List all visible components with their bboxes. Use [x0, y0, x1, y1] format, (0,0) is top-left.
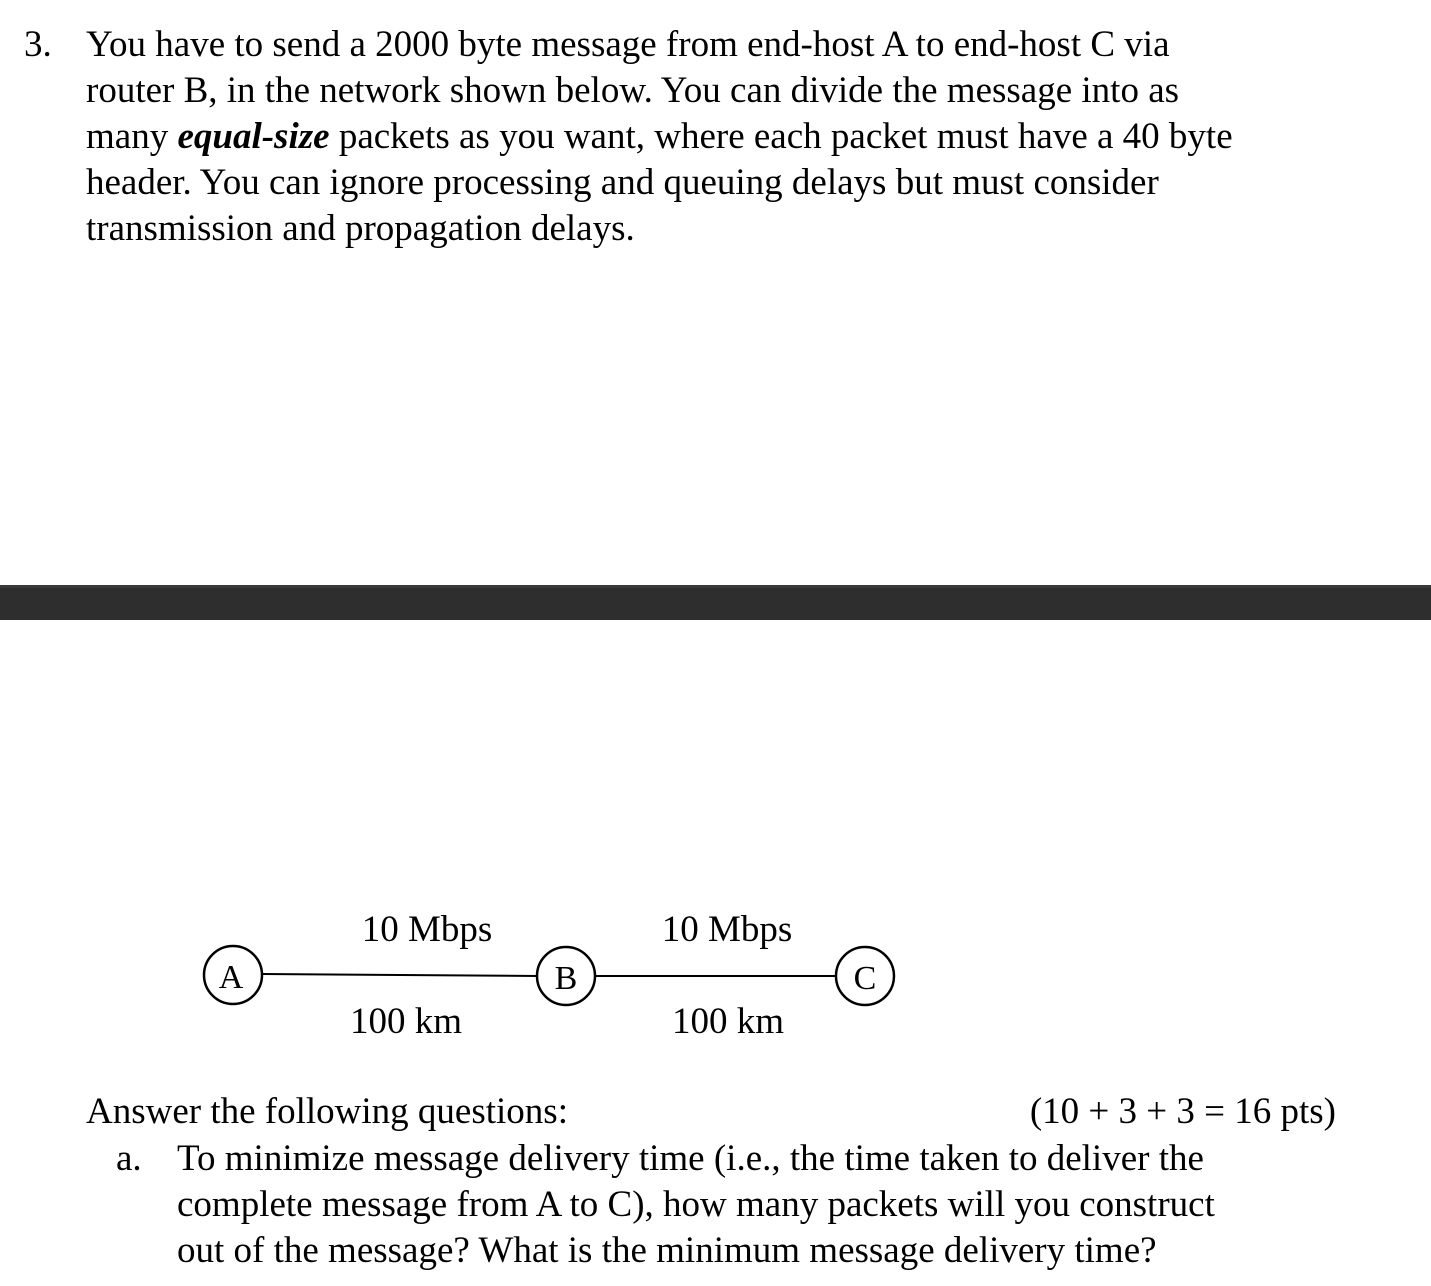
link-b-c-bandwidth: 10 Mbps: [661, 909, 793, 950]
points-total: (10 + 3 + 3 = 16 pts): [1029, 1091, 1336, 1132]
question-line-3-start: many: [86, 116, 178, 157]
link-b-c-distance: 100 km: [671, 1001, 785, 1042]
link-a-b-bandwidth: 10 Mbps: [361, 909, 493, 950]
question-text: [86, 22, 1386, 252]
link-a-b-distance: 100 km: [349, 1001, 463, 1042]
question-line-3-end: packets as you want, where each packet must have a 40 byte: [329, 116, 1233, 157]
network-diagram: [0, 880, 1431, 1060]
part-a-line-3: out of the message? What is the minimum message delivery time?: [177, 1230, 1157, 1271]
question-line-5: transmission and propagation delays.: [86, 208, 635, 249]
emphasized-term: equal-size: [177, 116, 330, 157]
question-line-1: You have to send a 2000 byte message from end-host A to end-host C via: [86, 24, 1170, 65]
part-a-text: [177, 1136, 1407, 1274]
node-c-label: C: [853, 960, 877, 997]
page-divider-bar: [0, 585, 1431, 620]
question-line-3: [86, 114, 1386, 160]
network-diagram-svg: [0, 880, 1431, 1060]
node-a-label: A: [218, 959, 244, 996]
part-a-label: a.: [116, 1138, 142, 1179]
question-line-2: router B, in the network shown below. You can divide the message into as: [86, 70, 1180, 111]
answers-heading: Answer the following questions:: [86, 1091, 568, 1132]
part-a-line-1: To minimize message delivery time (i.e., the time taken to deliver the: [177, 1138, 1204, 1179]
node-b-label: B: [554, 960, 578, 997]
link-a-b: [262, 974, 537, 976]
part-a-line-2: complete message from A to C), how many packets will you construct: [177, 1184, 1215, 1225]
question-line-4: header. You can ignore processing and queuing delays but must consider: [86, 162, 1159, 203]
question-number: 3.: [24, 24, 52, 65]
